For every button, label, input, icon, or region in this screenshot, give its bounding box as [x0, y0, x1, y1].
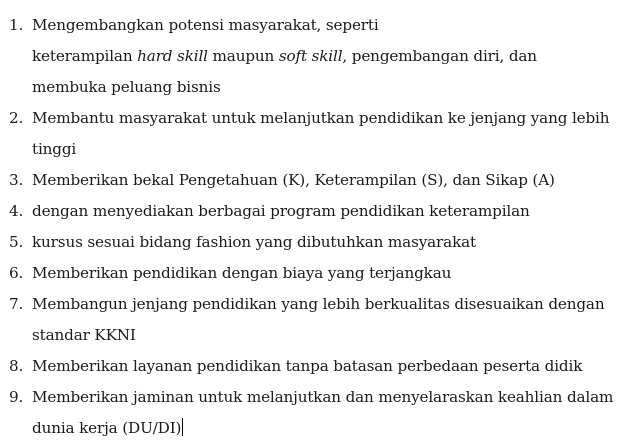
list-item-2 [0, 103, 640, 165]
list-item-4 [0, 196, 640, 227]
list-number: 1. [9, 16, 24, 34]
list-item-9 [0, 382, 640, 444]
list-item-text: kursus sesuai bidang fashion yang dibutuhkan masyarakat [32, 233, 476, 251]
list-item-text: Mengembangkan potensi masyarakat, seperti keterampilan hard skill maupun soft skill, pengembangan diri, dan membuka peluang bisnis [32, 16, 537, 96]
list-number: 5. [9, 233, 24, 251]
list-item-1 [0, 10, 640, 103]
italic-term-soft-skill: soft skill [278, 47, 343, 65]
list-item-text: Membangun jenjang pendidikan yang lebih berkualitas disesuaikan dengan standar KKNI [32, 295, 605, 344]
list-item-text: Memberikan pendidikan dengan biaya yang terjangkau [32, 264, 452, 282]
list-item-text: dengan menyediakan berbagai program pendidikan keterampilan [32, 202, 530, 220]
list-item-text: Memberikan bekal Pengetahuan (K), Keterampilan (S), dan Sikap (A) [32, 171, 555, 189]
list-number: 4. [9, 202, 24, 220]
list-item-7 [0, 289, 640, 351]
list-number: 8. [9, 357, 24, 375]
list-number: 6. [9, 264, 24, 282]
list-item-text: Memberikan jaminan untuk melanjutkan dan menyelaraskan keahlian dalam dunia kerja (DU/DI) [32, 388, 614, 437]
list-item-text: Memberikan layanan pendidikan tanpa batasan perbedaan peserta didik [32, 357, 583, 375]
list-item-text: Membantu masyarakat untuk melanjutkan pendidikan ke jenjang yang lebih tinggi [32, 109, 610, 158]
list-item-5 [0, 227, 640, 258]
list-item-8 [0, 351, 640, 382]
text-cursor[interactable] [182, 418, 183, 436]
document-body[interactable] [0, 10, 640, 444]
list-item-3 [0, 165, 640, 196]
list-number: 2. [9, 109, 24, 127]
list-number: 3. [9, 171, 24, 189]
list-item-6 [0, 258, 640, 289]
list-number: 7. [9, 295, 24, 313]
numbered-list [0, 10, 640, 444]
list-number: 9. [9, 388, 24, 406]
italic-term-hard-skill: hard skill [137, 47, 208, 65]
